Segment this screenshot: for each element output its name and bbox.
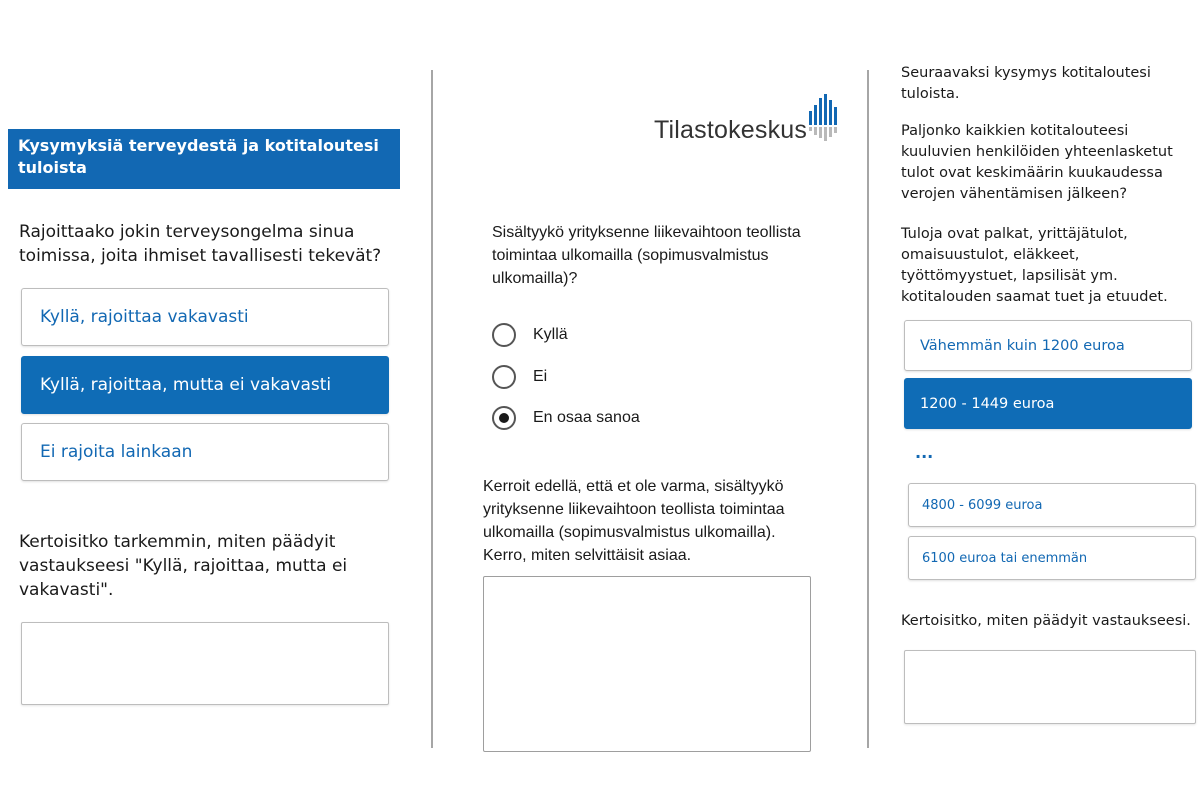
income-question: Paljonko kaikkien kotitalouteesi kuuluvien henkilöiden yhteenlasketut tulot ovat keskimäärin kuukaudessa verojen vähentämisen jälkeen? [901,123,1173,202]
radio-label: Ei [533,368,548,385]
option-not-limited[interactable] [21,423,389,481]
income-followup-question: Kertoisitko, miten päädyit vastaukseesi. [901,613,1191,629]
bars-icon [808,94,838,142]
business-question: Sisältyykö yrityksenne liikevaihtoon teollista toimintaa ulkomailla (sopimusvalmistus ulkomailla)? [492,224,801,287]
income-option-6100-plus[interactable] [908,536,1196,580]
option-limits-not-severely[interactable] [21,356,389,414]
tilastokeskus-logo [654,94,844,144]
option-label: 1200 - 1449 euroa [920,395,1055,412]
panel-divider-left [431,70,433,748]
income-option-under-1200[interactable] [904,320,1192,371]
business-followup-question: Kerroit edellä, että et ole varma, sisältyykö yrityksenne liikevaihtoon teollista toimintaa ulkomailla (sopimusvalmistus ulkomailla). Kerro, miten selvittäisit asiaa. [483,478,785,564]
logo-text: Tilastokeskus [654,116,808,144]
option-limits-severely[interactable] [21,288,389,346]
health-followup-question: Kertoisitko tarkemmin, miten päädyit vastaukseesi "Kyllä, rajoittaa, mutta ei vakavasti". [19,532,348,600]
radio-label: En osaa sanoa [533,409,640,426]
income-intro: Seuraavaksi kysymys kotitaloutesi tuloista. [901,65,1151,102]
radio-icon[interactable] [492,323,516,347]
options-ellipsis: ... [915,443,934,462]
business-answer-textarea[interactable] [483,576,811,752]
radio-option-no[interactable] [492,365,547,389]
income-option-1200-1449[interactable] [904,378,1192,429]
radio-icon[interactable] [492,365,516,389]
income-note: Tuloja ovat palkat, yrittäjätulot, omaisuustulot, eläkkeet, työttömyystuet, lapsilisät ym. kotitalouden saamat tuet ja etuudet. [901,226,1168,305]
radio-option-yes[interactable] [492,323,568,347]
option-label: 6100 euroa tai enemmän [922,550,1088,566]
radio-option-dont-know[interactable] [492,406,640,430]
health-answer-textarea[interactable] [21,622,389,705]
option-label: 4800 - 6099 euroa [922,497,1043,513]
option-label: Kyllä, rajoittaa, mutta ei vakavasti [40,375,332,395]
income-answer-textarea[interactable] [904,650,1196,724]
radio-selected-icon[interactable] [492,406,516,430]
income-option-4800-6099[interactable] [908,483,1196,527]
panel-divider-right [867,70,869,748]
radio-label: Kyllä [533,326,568,343]
option-label: Ei rajoita lainkaan [40,442,193,462]
health-question: Rajoittaako jokin terveysongelma sinua toimissa, joita ihmiset tavallisesti tekevät? [19,222,382,266]
option-label: Kyllä, rajoittaa vakavasti [40,307,249,327]
option-label: Vähemmän kuin 1200 euroa [920,337,1125,354]
section-header: Kysymyksiä terveydestä ja kotitaloutesi tuloista [8,129,400,189]
